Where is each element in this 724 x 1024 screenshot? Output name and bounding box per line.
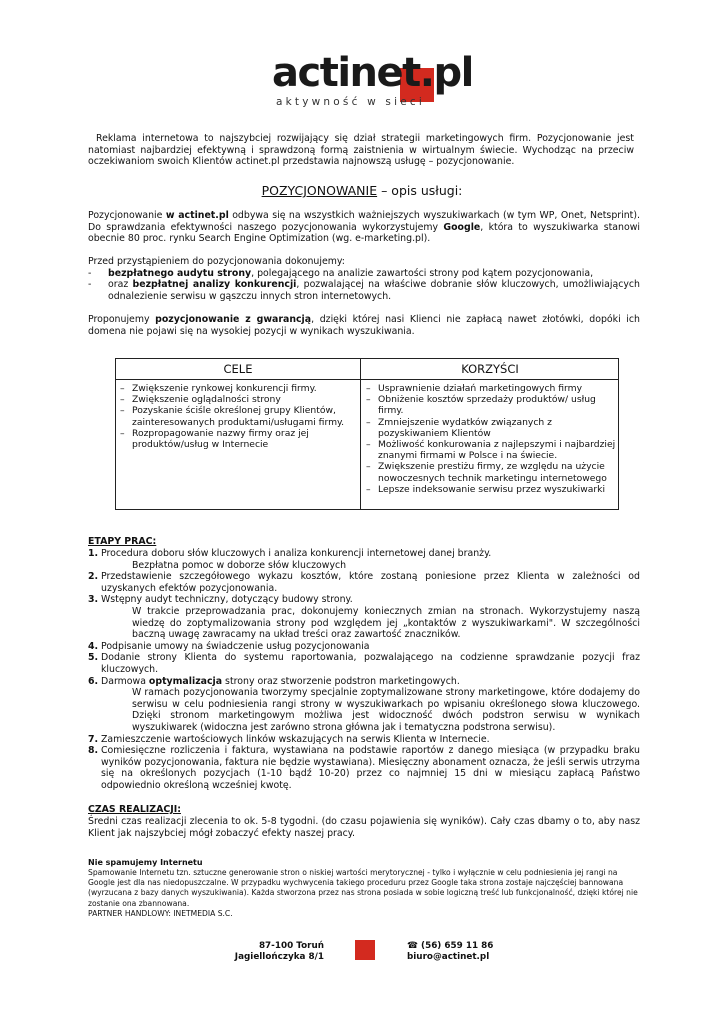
text-run: , polegającego na analizie zawartości strony pod kątem pozycjonowania, — [251, 267, 594, 279]
step-text: Dodanie strony Klienta do systemu raportowania, pozwalającego na codzienne sprawdzanie pozycji fraz kluczowych. — [101, 652, 640, 675]
address-street: Jagiellończyka 8/1 — [234, 952, 324, 963]
text-run: Proponujemy — [88, 314, 156, 325]
step-text: Podpisanie umowy na świadczenie usług pozycjonowania — [101, 640, 370, 652]
footer-phone — [407, 941, 493, 952]
step-number: 1. — [88, 548, 99, 559]
intro-paragraph: Reklama internetowa to najszybciej rozwijający się dział strategii marketingowych firm. Pozycjonowanie jest natomiast najbardziej efektywną i sprawdzoną formą zaistnienia w wirtualnym świecie. Wychodząc na przeciw oczekiwaniom swoich Klientów actinet.pl przedstawia najnowszą usługę – pozycjonowanie. — [88, 133, 634, 168]
spam-text: Spamowanie Internetu tzn. sztuczne generowanie stron o niskiej wartości merytorycznej - tylko i wyłącznie w celu podniesienia jej rangi na Google jest dla nas niedopuszczalne. W przypadku wychwycenia takiego proceduru przez Google taka strona zostaje najczęściej bannowana (wyrzucana z bazy danych wyszukiwania). Każda stworzona przez nas strona posiada w sobie logiczną treść lub funkcjonalność, dzięki której nie zostanie ona zbannowana. — [88, 868, 638, 908]
page-title — [0, 183, 724, 198]
guarantee-paragraph — [88, 314, 640, 337]
spam-heading: Nie spamujemy Internetu — [88, 858, 203, 867]
footer-red-square — [355, 940, 375, 960]
step-item — [88, 571, 640, 594]
cele-list — [120, 383, 354, 450]
bullet-item — [88, 279, 640, 302]
step-text: Comiesięczne rozliczenia i faktura, wystawiana na podstawie raportów z danego miesiąca (w przypadku braku wyników pozycjonowania, faktura nie będzie wystawiana). Miesięczny abonament oznacza, że jeśli serwis utrzyma się na określonych pozycjach (1-10 bądź 10-20) przez co najmniej 15 dni w miesiącu zapłacą Państwo odpowiednio określoną wcześniej kwotę. — [101, 745, 640, 791]
etapy-list — [88, 548, 640, 791]
logo-tagline: aktywność w sieci — [276, 96, 425, 108]
czas-heading: CZAS REALIZACJI: — [88, 804, 181, 815]
bullet-item — [88, 268, 640, 280]
step-number: 8. — [88, 745, 99, 757]
logo-wordmark: actinet.pl — [272, 50, 473, 96]
step-text: Przedstawienie szczegółowego wykazu kosztów, które zostaną poniesione przez Klienta w zależności od uzyskanych efektów pozycjonowania. — [101, 571, 640, 594]
step-item — [88, 594, 640, 640]
table-header-cele: CELE — [223, 362, 253, 376]
step-number: 7. — [88, 733, 99, 745]
step-text-bold: optymalizacja — [148, 675, 223, 687]
actinet-logo — [272, 50, 473, 114]
step-item — [88, 548, 640, 571]
step-item — [88, 641, 640, 653]
step-number: 6. — [88, 675, 99, 687]
step-item — [88, 745, 640, 791]
text-run: , pozwalającej na właściwe dobranie słów kluczowych, umożliwiających odnalezienie serwisu w gąszczu innych stron internetowych. — [108, 279, 640, 302]
czas-paragraph: Średni czas realizacji zlecenia to ok. 5-8 tygodni. (do czasu pojawienia się wyników). Cały czas dbamy o to, aby nasz Klient jak najszybciej mógł zobaczyć efekty naszej pracy. — [88, 816, 640, 839]
list-item: – Lepsze indeksowanie serwisu przez wyszukiwarki — [366, 484, 616, 495]
step-text: Zamieszczenie wartościowych linków wskazujących na serwis Klienta w Internecie. — [101, 733, 490, 745]
step-subtext: Bezpłatna pomoc w doborze słów kluczowych — [132, 559, 347, 571]
text-bold: bezpłatnej analizy konkurencji — [132, 279, 297, 291]
list-item: – Zwiększenie oglądalności strony — [120, 394, 354, 405]
step-text: Darmowa — [101, 675, 149, 687]
description-paragraph — [88, 210, 640, 245]
step-subtext: W ramach pozycjonowania tworzymy specjalnie zoptymalizowane strony marketingowe, które dodajemy do serwisu w celu podniesienia rangi strony w wyszukiwarkach po wpisaniu określonego słowa kluczowego. Dzięki stronom marketingowym możliwa jest widoczność dwóch podstron serwisu w wynikach wyszukiwarek (widoczna jest zarówno strona główna jak i tematyczna podstrona serwisu). — [132, 687, 640, 733]
step-subtext: W trakcie przeprowadzania prac, dokonujemy koniecznych zmian na stronach. Wykorzystujemy naszą wiedzę do zoptymalizowania strony pod względem jej „kontaktów z wyszukiwarkami". W szczególności baczną uwagę zawracamy na układ treści oraz zawartość znaczników. — [132, 605, 640, 641]
list-item: – Pozyskanie ściśle określonej grupy Klientów, zainteresowanych produktami/usługami firmy. — [120, 405, 354, 427]
text-bold: w actinet.pl — [165, 210, 229, 221]
goals-benefits-table — [115, 358, 619, 510]
text-run: , która to wyszukiwarka stanowi obecnie 80 proc. rynku Search Engine Optimization (wg. e-marketing.pl). — [88, 221, 640, 245]
text-run: , dzięki której nasi Klienci nie zapłacą nawet złotówki, dopóki ich domena nie pojawi się na wysokiej pozycji w wynikach wyszukiwania. — [88, 314, 640, 337]
step-text: strony oraz stworzenie podstron marketingowych. — [222, 675, 460, 687]
text-run: odbywa się na wszystkich ważniejszych wyszukiwarkach (w tym WP, Onet, Netsprint). Do sprawdzania efektywności naszego pozycjonowania wykorzystujemy — [88, 210, 640, 233]
audit-lead: Przed przystąpieniem do pozycjonowania dokonujemy: — [88, 256, 345, 267]
text-bold: Google — [443, 221, 481, 233]
step-text: Wstępny audyt techniczny, dotyczący budowy strony. — [101, 594, 353, 606]
step-number: 5. — [88, 652, 99, 664]
step-item — [88, 676, 640, 734]
text-bold: pozycjonowanie z gwarancją — [155, 314, 312, 325]
footer-email[interactable]: biuro@actinet.pl — [407, 952, 490, 963]
phone-icon: ☎ — [407, 941, 418, 951]
table-header-korzysci: KORZYŚCI — [461, 362, 519, 376]
text-run: oraz — [108, 279, 133, 291]
list-item: – Usprawnienie działań marketingowych firmy — [366, 383, 616, 394]
list-item: – Obniżenie kosztów sprzedaży produktów/ usług firmy. — [366, 394, 616, 416]
audit-paragraph — [88, 256, 640, 302]
phone-number: (56) 659 11 86 — [421, 941, 494, 951]
partner-line: PARTNER HANDLOWY: INETMEDIA S.C. — [88, 908, 233, 918]
list-item: – Zwiększenie rynkowej konkurencji firmy. — [120, 383, 354, 394]
etapy-heading: ETAPY PRAC: — [88, 536, 157, 547]
step-number: 3. — [88, 594, 99, 606]
step-text: Procedura doboru słów kluczowych i analiza konkurencji internetowej danej branży. — [101, 548, 492, 559]
page-title-rest: – opis usługi: — [377, 183, 463, 198]
address-city: 87-100 Toruń — [258, 941, 324, 951]
step-item — [88, 734, 640, 746]
table-column-divider — [360, 359, 361, 509]
table-row-divider — [116, 379, 618, 380]
step-number: 2. — [88, 571, 99, 583]
text-run: Pozycjonowanie — [88, 210, 166, 221]
step-number: 4. — [88, 640, 99, 652]
step-item — [88, 652, 640, 675]
list-item: – Zmniejszenie wydatków związanych z pozyskiwaniem Klientów — [366, 417, 616, 439]
list-item: – Rozpropagowanie nazwy firmy oraz jej produktów/usług w Internecie — [120, 428, 354, 450]
list-item: – Zwiększenie prestiżu firmy, ze względu na użycie nowoczesnych technik marketingu internetowego — [366, 461, 616, 483]
text-bold: bezpłatnego audytu strony — [108, 267, 252, 279]
page-title-main: POZYCJONOWANIE — [261, 183, 378, 198]
list-item: – Możliwość konkurowania z najlepszymi i najbardziej znanymi firmami w Polsce i na świecie. — [366, 439, 616, 461]
korzysci-list — [366, 383, 616, 495]
spam-paragraph — [88, 868, 640, 919]
footer-contact — [407, 941, 493, 964]
footer-address — [200, 941, 324, 964]
